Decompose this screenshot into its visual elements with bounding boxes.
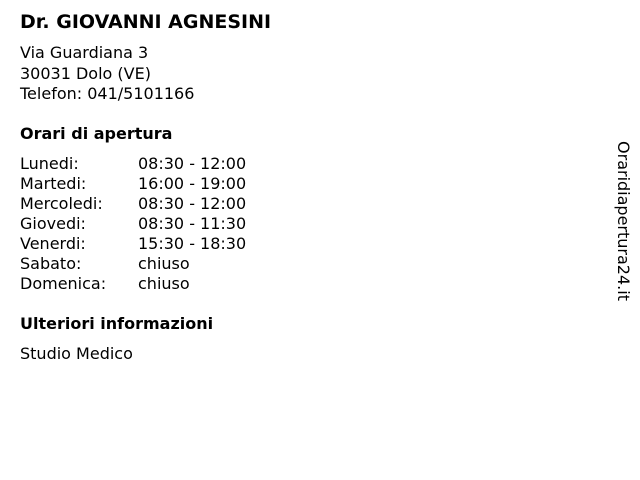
time-value: 08:30 - 12:00 <box>138 154 247 173</box>
city-address: 30031 Dolo (VE) <box>20 63 151 83</box>
time-value: 08:30 - 12:00 <box>138 194 247 213</box>
street-address: Via Guardiana 3 <box>20 43 149 62</box>
time-value: 16:00 - 19:00 <box>138 174 247 193</box>
day-label: Giovedi: <box>20 214 86 233</box>
day-label: Lunedi: <box>20 154 79 173</box>
additional-info-title: Ulteriori informazioni <box>20 314 214 333</box>
day-label: Domenica: <box>20 274 107 293</box>
time-value: 08:30 - 11:30 <box>138 214 247 233</box>
time-value: chiuso <box>138 254 190 273</box>
day-label: Venerdi: <box>20 234 86 253</box>
phone-number: Telefon: 041/5101166 <box>20 84 195 103</box>
opening-hours-title: Orari di apertura <box>20 124 173 143</box>
day-label: Sabato: <box>20 254 82 273</box>
time-value: 15:30 - 18:30 <box>138 234 247 253</box>
time-value: chiuso <box>138 274 190 293</box>
business-name: Dr. GIOVANNI AGNESINI <box>20 11 272 33</box>
day-label: Martedi: <box>20 174 87 193</box>
business-address <box>20 43 194 105</box>
site-watermark: Oraridiapertura24.it <box>614 141 633 301</box>
additional-info-text: Studio Medico <box>20 344 133 363</box>
day-label: Mercoledi: <box>20 194 103 213</box>
